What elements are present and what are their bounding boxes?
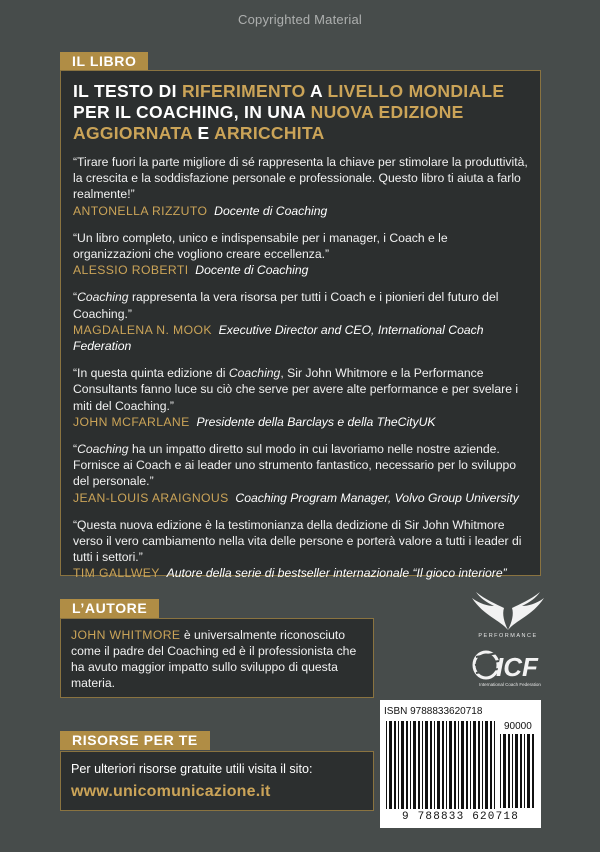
barcode-bar xyxy=(473,721,476,809)
barcode-bar xyxy=(520,734,522,808)
price-code: 90000 xyxy=(504,721,532,732)
barcode-bar xyxy=(527,734,530,808)
barcode-bar xyxy=(508,734,510,808)
barcode-bar xyxy=(532,734,534,808)
autore-panel xyxy=(60,618,374,698)
testimonial-text: “In questa quinta edizione di Coaching, Sir John Whitmore e la Performance Consultants fanno luce su ciò che serve per avere alte performance e per svelare i miti del Coaching.” xyxy=(73,366,519,413)
barcode-bar xyxy=(503,734,506,808)
testimonial-text: “Questa nuova edizione è la testimonianza della dedizione di Sir John Whitmore verso il vero cambiamento nella vita delle persone e porterà valore a tutti i leader di tutti i settori.” xyxy=(73,517,522,565)
testimonial-author: MAGDALENA N. MOOK xyxy=(73,322,212,337)
headline-highlight: LIVELLO MONDIALE xyxy=(327,81,505,101)
testimonial xyxy=(73,517,528,582)
headline-highlight: NUOVA EDIZIONE xyxy=(310,102,464,122)
testimonial-author: JEAN-LOUIS ARAIGNOUS xyxy=(73,490,229,505)
testimonial xyxy=(73,365,528,430)
testimonial-role: Executive Director and CEO, International Coach Federation xyxy=(73,322,484,354)
libro-panel xyxy=(60,70,541,581)
testimonial xyxy=(73,230,528,279)
performance-wings-logo xyxy=(470,590,546,634)
barcode-bar xyxy=(461,721,464,809)
barcode-bar xyxy=(524,734,525,808)
author-bio: è universalmente riconosciuto come il padre del Coaching ed è il professionista che ha avuto maggior impatto sullo sviluppo di questa materia. xyxy=(71,628,357,690)
isbn-label: ISBN 9788833620718 xyxy=(384,706,483,717)
headline-highlight: ARRICCHITA xyxy=(214,123,325,143)
testimonial-role: Presidente della Barclays e della TheCityUK xyxy=(196,414,436,429)
ean-barcode-bars xyxy=(386,721,496,811)
testimonial-author: JOHN MCFARLANE xyxy=(73,414,190,429)
testimonial-role: Coaching Program Manager, Volvo Group University xyxy=(235,490,519,505)
testimonial xyxy=(73,154,528,219)
headline xyxy=(73,81,528,144)
testimonial-role: Autore della serie di bestseller internazionale “Il gioco interiore” xyxy=(166,566,507,581)
testimonial-text: “Coaching ha un impatto diretto sul modo in cui lavoriamo nelle nostre aziende. Fornisce ai Coach e ai leader uno strumento fantastico, necessario per lo sviluppo del personale.” xyxy=(73,442,517,489)
testimonial-role: Docente di Coaching xyxy=(195,263,309,278)
barcode-bar xyxy=(470,721,471,809)
barcode-bar xyxy=(425,721,428,809)
headline-highlight: AGGIORNATA xyxy=(73,123,193,143)
barcode-bar xyxy=(410,721,411,809)
barcode-bar xyxy=(454,721,456,809)
barcode-bar xyxy=(458,721,459,809)
testimonial xyxy=(73,441,528,506)
icf-logo xyxy=(472,645,548,683)
testimonial-author: TIM GALLWEY xyxy=(73,566,160,581)
website-link[interactable]: www.unicomunicazione.it xyxy=(71,783,271,800)
testimonial-author: ALESSIO ROBERTI xyxy=(73,263,189,278)
headline-text: A xyxy=(305,81,328,101)
testimonial-text: “Un libro completo, unico e indispensabile per i manager, i Coach e le organizzazioni che vogliono creare eccellenza.” xyxy=(73,230,448,262)
barcode-bar xyxy=(398,721,399,809)
icf-wordmark: ICF xyxy=(496,652,538,682)
barcode-bar xyxy=(422,721,423,809)
section-tab-risorse: RISORSE PER TE xyxy=(60,731,210,750)
barcode-bar xyxy=(430,721,432,809)
icf-subtitle: International Coach Federation xyxy=(479,682,541,687)
performance-label: PERFORMANCE xyxy=(478,633,538,639)
barcode-bar xyxy=(406,721,408,809)
barcode-bar xyxy=(485,721,488,809)
barcode-bar xyxy=(446,721,447,809)
barcode-bar xyxy=(482,721,483,809)
barcode-bar xyxy=(394,721,396,809)
author-name: JOHN WHITMORE xyxy=(71,628,181,642)
ean-digits: 9 788833 620718 xyxy=(401,811,520,823)
barcode-bar xyxy=(449,721,452,809)
barcode-bar xyxy=(401,721,404,809)
testimonial-role: Docente di Coaching xyxy=(214,203,328,218)
barcode-bar xyxy=(418,721,420,809)
barcode-bar xyxy=(437,721,440,809)
testimonial-author: ANTONELLA RIZZUTO xyxy=(73,203,208,218)
section-tab-autore: L’AUTORE xyxy=(60,599,159,618)
barcode-bar xyxy=(515,734,518,808)
barcode-bar xyxy=(389,721,392,809)
addon-barcode-bars xyxy=(500,734,538,809)
barcode-bar xyxy=(500,734,501,808)
barcode-bar xyxy=(478,721,480,809)
headline-text: IL TESTO DI xyxy=(73,81,182,101)
risorse-panel xyxy=(60,751,374,811)
headline-highlight: RIFERIMENTO xyxy=(181,81,306,101)
copyright-watermark: Copyrighted Material xyxy=(238,12,362,27)
barcode-bar xyxy=(413,721,416,809)
testimonial-text: “Tirare fuori la parte migliore di sé rappresenta la chiave per stimolare la produttività, la crescita e la soddisfazione personale e professionale. Questo libro ti aiuta a farlo realmente!” xyxy=(73,155,528,202)
barcode-bar xyxy=(386,721,387,809)
testimonial xyxy=(73,289,528,354)
section-tab-libro: IL LIBRO xyxy=(60,52,148,71)
barcode-bar xyxy=(490,721,492,809)
barcode-bar xyxy=(466,721,468,809)
barcode-bar xyxy=(512,734,513,808)
headline-text: PER IL COACHING, IN UNA xyxy=(73,102,311,122)
barcode-bar xyxy=(442,721,444,809)
headline-text: E xyxy=(192,123,214,143)
barcode-bar xyxy=(494,721,495,809)
barcode xyxy=(380,700,541,828)
barcode-bar xyxy=(434,721,435,809)
risorse-text: Per ulteriori risorse gratuite utili visita il sito: xyxy=(71,762,313,776)
testimonial-text: “Coaching rappresenta la vera risorsa per tutti i Coach e i pionieri del futuro del Coaching.” xyxy=(73,290,499,321)
